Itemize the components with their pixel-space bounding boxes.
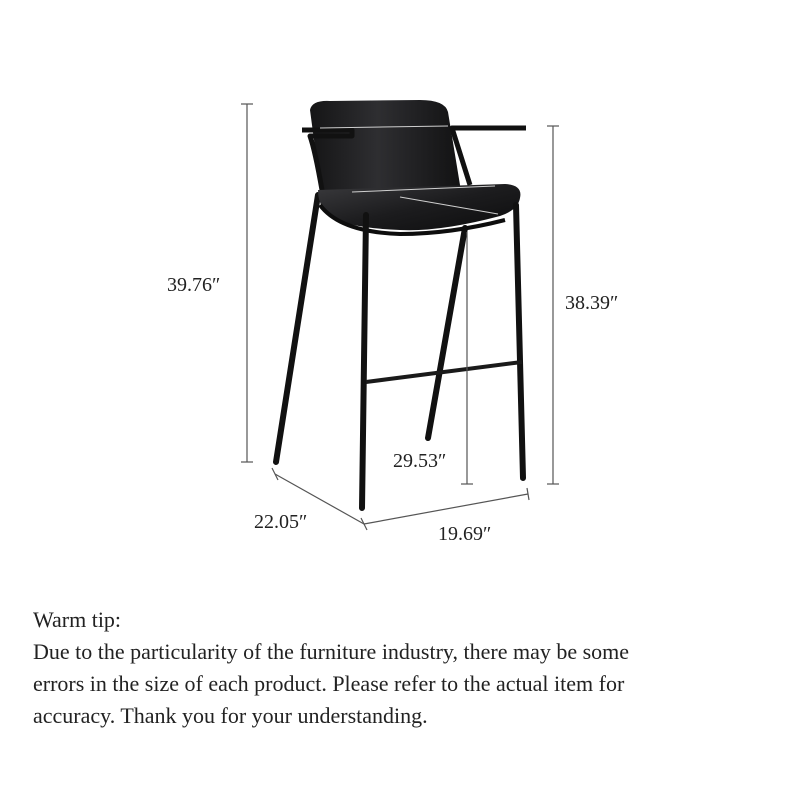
warm-tip-title: Warm tip: [33, 607, 122, 632]
backrest [310, 100, 460, 198]
warm-tip-line: errors in the size of each product. Please refer to the actual item for [33, 671, 625, 696]
warm-tip-notice [33, 604, 773, 732]
armrest-height-label: 38.39″ [565, 292, 619, 314]
overall-height-label: 39.76″ [167, 274, 221, 296]
front-right-leg [516, 205, 523, 478]
back-right-leg [428, 228, 465, 438]
front-left-leg [362, 215, 366, 508]
warm-tip-line: accuracy. Thank you for your understanding. [33, 703, 428, 728]
back-left-leg [276, 195, 318, 462]
warm-tip-line: Due to the particularity of the furniture industry, there may be some [33, 639, 630, 664]
width-label: 19.69″ [438, 523, 492, 545]
right-armrest [452, 128, 526, 185]
bar-stool-illustration [276, 100, 526, 508]
depth-label: 22.05″ [254, 511, 308, 533]
seat-height-label: 29.53″ [393, 450, 447, 472]
footrest-bar [366, 362, 522, 382]
